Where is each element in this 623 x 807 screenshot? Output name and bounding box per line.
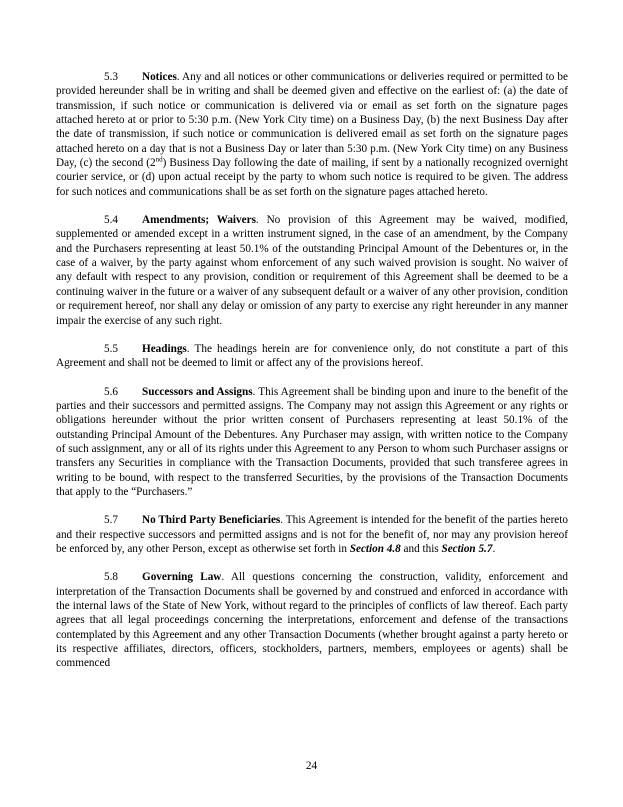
section-text: . No provision of this Agreement may be waived, modified, supplemented or amended except in a written instrument signed, in the case of an amendment, by the Company and the Purchasers representing at least 50.1% of the outstanding Principal Amount of the Debentures or, in the case of a waiver, by the party against whom enforcement of any such waived provision is sought. No waiver of any default with respect to any provision, condition or requirement of this Agreement shall be deemed to be a continuing waiver in the future or a waiver of any subsequent default or a waiver of any other provision, condition or requirement hereof, nor shall any delay or omission of any party to exercise any right hereunder in any manner impair the exercise of any such right.	[56, 214, 568, 327]
section-heading: Headings	[142, 342, 187, 355]
section-reference: Section 5.7	[441, 542, 493, 555]
section-heading: No Third Party Beneficiaries	[142, 514, 281, 527]
page-number: 24	[305, 760, 318, 772]
section-number: 5.7	[104, 514, 118, 527]
section-number: 5.4	[104, 214, 118, 227]
section-text-cont: ) Business Day following the date of mailing, if sent by a nationally recognized overnight courier service, or (d) upon actual receipt by the party to whom such notice is required to be given. The address for such notices and communications shall be as set forth on the signature pages attached hereto.	[56, 157, 568, 198]
section-5-8	[56, 570, 568, 670]
section-5-5	[56, 342, 568, 371]
section-heading: Governing Law	[142, 571, 222, 584]
section-text: . Any and all notices or other communications or deliveries required or permitted to be provided hereunder shall be in writing and shall be deemed given and effective on the earliest of: (a) the date of transmission, if such notice or communication is delivered via or email as set forth on the signature pages attached hereto at or prior to 5:30 p.m. (New York City time) on a Business Day, (b) the next Business Day after the date of transmission, if such notice or communication is delivered email as set forth on the signature pages attached hereto on a day that is not a Business Day or later than 5:30 p.m. (New York City time) on any Business Day, (c) the second (2	[56, 71, 568, 170]
section-text-end: .	[492, 542, 496, 555]
section-number: 5.5	[104, 342, 118, 355]
section-number: 5.3	[104, 71, 118, 83]
section-number: 5.6	[104, 385, 118, 398]
section-heading: Amendments; Waivers	[142, 214, 256, 227]
section-text: . This Agreement shall be binding upon and inure to the benefit of the parties and their successors and permitted assigns. The Company may not assign this Agreement or any rights or obligations hereunder without the prior written consent of Purchasers representing at least 50.1% of the outstanding Principal Amount of the Debentures. Any Purchaser may assign, with written notice to the Company of such assignment, any or all of its rights under this Agreement to any Person to whom such Purchaser assigns or transfers any Securities in compliance with the Transaction Documents, provided that such transferee agrees in writing to be bound, with respect to the transferred Securities, by the provisions of the Transaction Documents that apply to the “Purchasers.”	[56, 385, 568, 498]
section-text: . This Agreement is intended for the benefit of the parties hereto and their respective successors and permitted assigns and is not for the benefit of, nor may any provision hereof be enforced by, any other Person, except as otherwise set forth in	[56, 514, 568, 555]
section-heading: Successors and Assigns	[142, 385, 253, 398]
section-5-6	[56, 385, 568, 500]
document-body	[56, 70, 568, 685]
section-5-7	[56, 513, 568, 556]
section-text: . All questions concerning the construction, validity, enforcement and interpretation of the Transaction Documents shall be governed by and construed and enforced in accordance with the internal laws of the State of New York, without regard to the principles of conflicts of law thereof. Each party agrees that all legal proceedings concerning the interpretations, enforcement and defense of the transactions contemplated by this Agreement and any other Transaction Documents (whether brought against a party hereto or its respective affiliates, directors, officers, stockholders, partners, members, employees or agents) shall be commenced	[56, 571, 568, 670]
section-reference: Section 4.8	[349, 542, 401, 555]
section-number: 5.8	[104, 571, 118, 584]
section-text: . The headings herein are for convenience only, do not constitute a part of this Agreement and shall not be deemed to limit or affect any of the provisions hereof.	[56, 342, 568, 370]
ordinal-suffix: nd	[155, 155, 163, 164]
section-5-3	[56, 70, 568, 199]
section-text-cont: and this	[400, 542, 442, 555]
section-heading: Notices	[142, 71, 177, 83]
section-5-4	[56, 213, 568, 328]
